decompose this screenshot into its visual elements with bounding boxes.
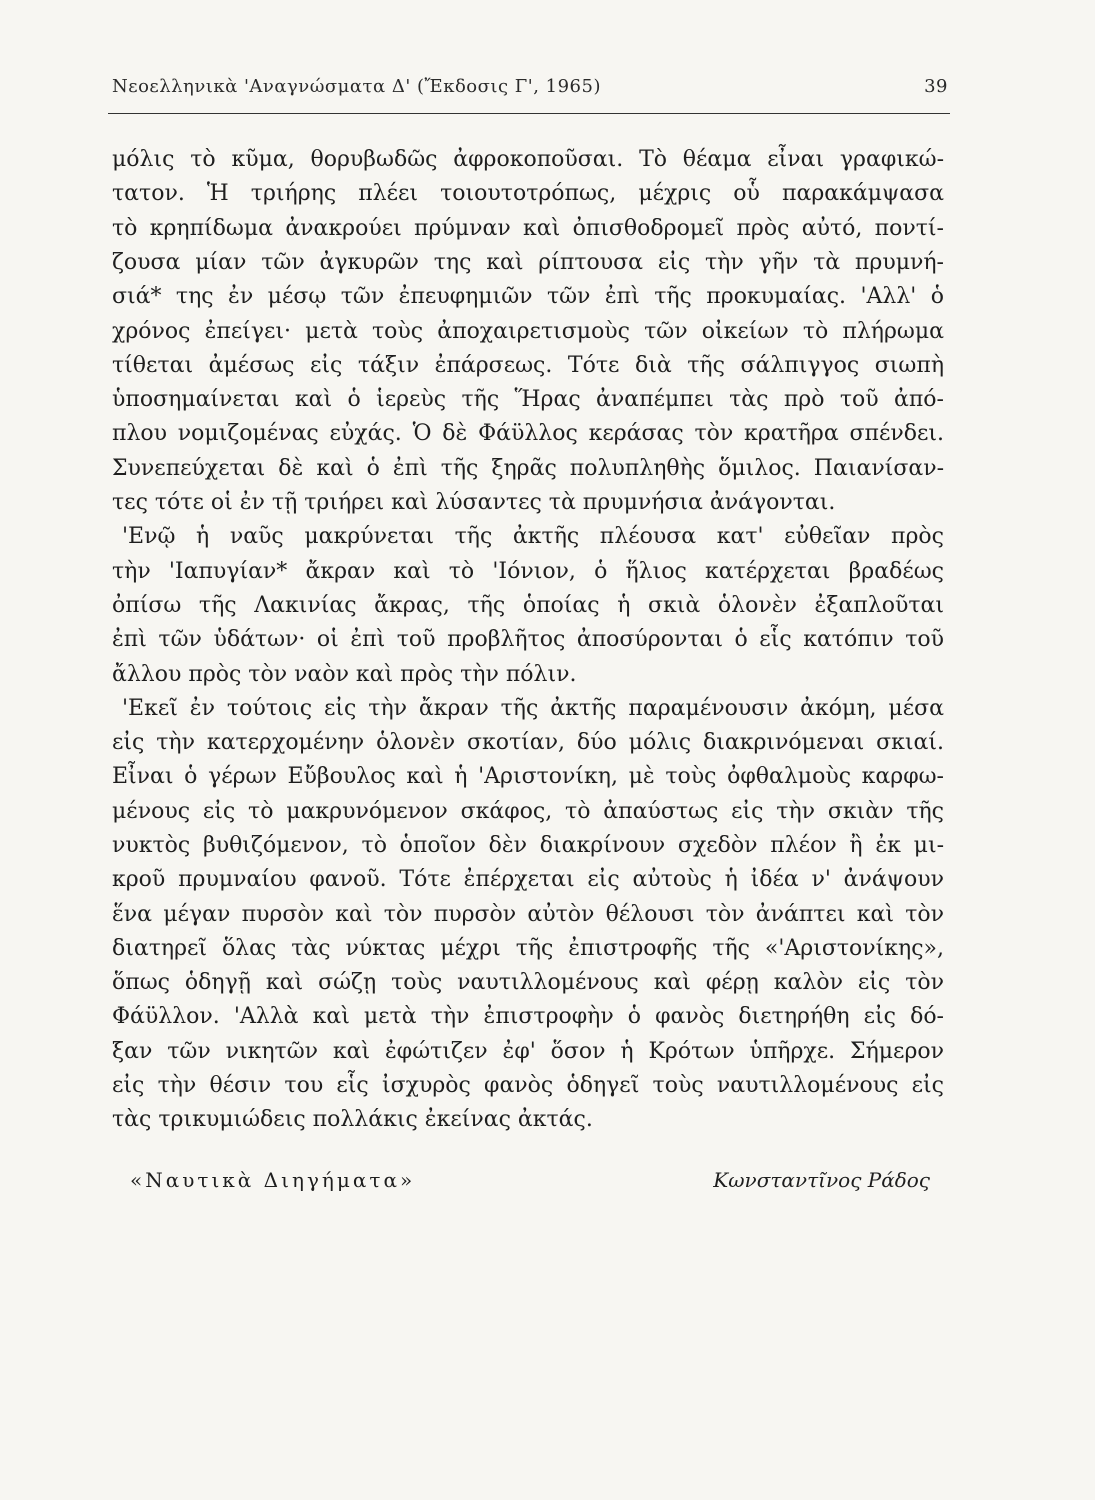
text-line: τες τότε οἱ ἐν τῇ τριήρει καὶ λύσαντες τὰ πρυμνήσια ἀνάγονται. — [112, 490, 836, 515]
source-title: «Ναυτικὰ Διηγήματα» — [130, 1168, 416, 1192]
text-line: ἕνα μέγαν πυρσὸν καὶ τὸν πυρσὸν αὐτὸν θέλουσι τὸν ἀνάπτει καὶ τὸν — [112, 902, 944, 927]
text-line: ἐπὶ τῶν ὑδάτων· οἱ ἐπὶ τοῦ προβλῆτος ἀποσύρονται ὁ εἷς κατόπιν τοῦ — [112, 627, 944, 652]
text-line: χρόνος ἐπείγει· μετὰ τοὺς ἀποχαιρετισμοὺς τῶν οἰκείων τὸ πλήρωμα — [112, 319, 944, 344]
citation-footer — [130, 1163, 930, 1197]
header-rule — [108, 113, 950, 114]
text-line: πλου νομιζομένας εὐχάς. Ὁ δὲ Φάϋλλος κεράσας τὸν κρατῆρα σπένδει. — [112, 421, 944, 446]
running-header — [112, 72, 948, 104]
text-line: ὑποσημαίνεται καὶ ὁ ἱερεὺς τῆς Ἥρας ἀναπέμπει τὰς πρὸ τοῦ ἀπό- — [112, 387, 944, 412]
text-line: τατον. Ἡ τριήρης πλέει τοιουτοτρόπως, μέχρις οὗ παρακάμψασα — [112, 181, 944, 206]
author-name: Κωνσταντῖνος Ράδος — [713, 1168, 930, 1192]
text-line: ἄλλου πρὸς τὸν ναὸν καὶ πρὸς τὴν πόλιν. — [112, 662, 577, 687]
text-line: μένους εἰς τὸ μακρυνόμενον σκάφος, τὸ ἀπαύστως εἰς τὴν σκιὰν τῆς — [112, 799, 944, 824]
text-line: εἰς τὴν κατερχομένην ὁλονὲν σκοτίαν, δύο μόλις διακρινόμεναι σκιαί. — [112, 730, 944, 755]
text-line: Εἶναι ὁ γέρων Εὔβουλος καὶ ἡ 'Αριστονίκη, μὲ τοὺς ὀφθαλμοὺς καρφω- — [112, 764, 944, 789]
text-line: διατηρεῖ ὅλας τὰς νύκτας μέχρι τῆς ἐπιστροφῆς τῆς «'Αριστονίκης», — [112, 936, 944, 961]
text-line: μόλις τὸ κῦμα, θορυβωδῶς ἀφροκοποῦσαι. Τὸ θέαμα εἶναι γραφικώ- — [112, 147, 944, 172]
text-line: τίθεται ἀμέσως εἰς τάξιν ἐπάρσεως. Τότε διὰ τῆς σάλπιγγος σιωπὴ — [112, 353, 944, 378]
text-line: 'Εκεῖ ἐν τούτοις εἰς τὴν ἄκραν τῆς ἀκτῆς παραμένουσιν ἀκόμη, μέσα — [122, 696, 944, 721]
text-line: Φάϋλλον. 'Αλλὰ καὶ μετὰ τὴν ἐπιστροφὴν ὁ φανὸς διετηρήθη εἰς δό- — [112, 1004, 944, 1029]
text-line: ὀπίσω τῆς Λακινίας ἄκρας, τῆς ὁποίας ἡ σκιὰ ὁλονὲν ἐξαπλοῦται — [112, 593, 944, 618]
text-line: ζουσα μίαν τῶν ἀγκυρῶν της καὶ ρίπτουσα εἰς τὴν γῆν τὰ πρυμνή- — [112, 250, 944, 275]
text-line: 'Ενῷ ἡ ναῦς μακρύνεται τῆς ἀκτῆς πλέουσα κατ' εὐθεῖαν πρὸς — [122, 524, 944, 549]
page-number: 39 — [924, 76, 948, 97]
running-title: Νεοελληνικὰ 'Αναγνώσματα Δ' (Ἔκδοσις Γ', 1965) — [112, 76, 601, 97]
text-line: Συνεπεύχεται δὲ καὶ ὁ ἐπὶ τῆς ξηρᾶς πολυπληθὴς ὅμιλος. Παιανίσαν- — [112, 456, 944, 481]
text-line: τὴν 'Ιαπυγίαν* ἄκραν καὶ τὸ 'Ιόνιον, ὁ ἥλιος κατέρχεται βραδέως — [112, 559, 944, 584]
text-line: ὅπως ὁδηγῇ καὶ σώζῃ τοὺς ναυτιλλομένους καὶ φέρῃ καλὸν εἰς τὸν — [112, 970, 944, 995]
text-line: ξαν τῶν νικητῶν καὶ ἐφώτιζεν ἐφ' ὅσον ἡ Κρότων ὑπῆρχε. Σήμερον — [112, 1039, 944, 1064]
text-line: σιά* της ἐν μέσῳ τῶν ἐπευφημιῶν τῶν ἐπὶ τῆς προκυμαίας. 'Αλλ' ὁ — [112, 284, 944, 309]
text-line: τὸ κρηπίδωμα ἀνακρούει πρύμναν καὶ ὀπισθοδρομεῖ πρὸς αὐτό, ποντί- — [112, 216, 944, 241]
text-line: εἰς τὴν θέσιν του εἷς ἰσχυρὸς φανὸς ὁδηγεῖ τοὺς ναυτιλλομένους εἰς — [112, 1073, 944, 1098]
text-line: κροῦ πρυμναίου φανοῦ. Τότε ἐπέρχεται εἰς αὐτοὺς ἡ ἰδέα ν' ἀνάψουν — [112, 867, 944, 892]
text-line: τὰς τρικυμιώδεις πολλάκις ἐκείνας ἀκτάς. — [112, 1107, 593, 1132]
text-line: νυκτὸς βυθιζόμενον, τὸ ὁποῖον δὲν διακρίνουν σχεδὸν πλέον ἢ ἐκ μι- — [112, 833, 944, 858]
